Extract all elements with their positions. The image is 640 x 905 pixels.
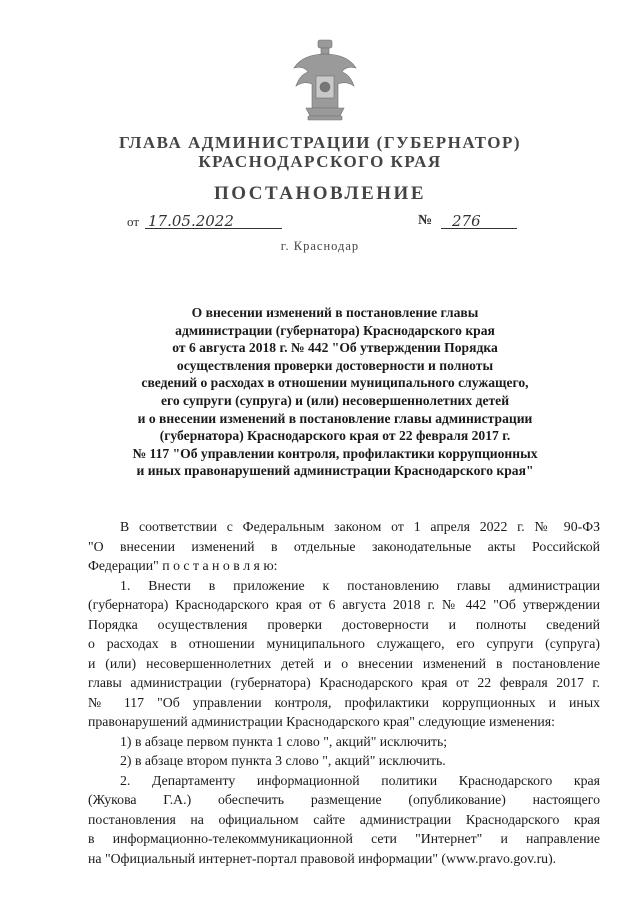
subitem-2 [88,751,600,771]
subitem-1 [88,732,600,752]
body-line: 2. Департаменту информационной политики Краснодарского края [120,772,600,788]
body-line: главы администрации (губернатора) Краснодарского края от 22 февраля 2017 г. [88,675,600,690]
body-line: Порядка осуществления проверки достоверности и полноты сведений [88,616,600,632]
body-line: В соответствии с Федеральным законом от 1 апреля 2022 г. № 90-ФЗ [120,519,600,534]
body-line: в информационно-телекоммуникационной сети "Интернет" и направление [88,831,600,846]
body-line: и (или) несовершеннолетних детей и о внесении изменений в постановление [88,655,600,671]
title-line: сведений о расходах в отношении муниципального служащего, [141,375,529,391]
preamble-paragraph [88,517,600,576]
title-line: осуществления проверки достоверности и полноты [176,357,494,373]
body-line: (Жукова Г.А.) обеспечить размещение (опубликование) настоящего [88,792,600,807]
body-line: 2) в абзаце втором пункта 3 слово ", акций" исключить. [120,753,446,768]
authority-name-line2: КРАСНОДАРСКОГО КРАЯ [198,152,442,171]
document-number: 276 [452,212,481,230]
body-line: № 117 "Об управлении контроля, профилактики коррупционных и иных [88,694,600,710]
number-label: № [418,213,433,228]
title-line: и иных правонарушений администрации Краснодарского края" [136,463,534,479]
document-body [88,517,600,868]
body-line: постановления на официальном сайте администрации Краснодарского края [88,811,600,827]
body-line: на "Официальный интернет-портал правовой информации" (www.pravo.gov.ru). [88,850,557,866]
title-line: его супруги (супруга) и (или) несовершеннолетних детей [160,392,510,408]
body-line: правонарушений администрации Краснодарского края" следующие изменения: [88,714,555,729]
title-line: (губернатора) Краснодарского края от 22 февраля 2017 г. [159,428,511,444]
date-label: от [127,214,140,229]
title-line: и о внесении изменений в постановление главы администрации [137,410,533,426]
item-1-paragraph [88,576,600,732]
document-type: ПОСТАНОВЛЕНИЕ [213,183,427,204]
title-line: администрации (губернатора) Краснодарского края [175,322,495,338]
title-line: № 117 "Об управлении контроля, профилактики коррупционных [132,445,538,461]
document-date: 17.05.2022 [148,212,234,230]
document-title [100,304,570,480]
body-line: (губернатора) Краснодарского края от 6 августа 2018 г. № 442 "Об утверждении [88,597,600,612]
city: г. Краснодар [280,239,360,253]
body-line: о расходах в отношении муниципального служащего, его супруги (супруга) [88,636,600,651]
authority-name-line1: ГЛАВА АДМИНИСТРАЦИИ (ГУБЕРНАТОР) [118,133,521,152]
title-line: от 6 августа 2018 г. № 442 "Об утверждении Порядка [172,340,498,356]
coat-of-arms-icon [290,38,360,122]
item-2-paragraph [88,771,600,869]
body-line: 1) в абзаце первом пункта 1 слово ", акций" исключить; [120,733,448,749]
body-line: "О внесении изменений в отдельные законодательные акты Российской [88,538,600,554]
body-line: 1. Внести в приложение к постановлению главы администрации [120,577,600,593]
body-line: Федерации" п о с т а н о в л я ю: [88,558,278,573]
title-line: О внесении изменений в постановление главы [191,305,479,320]
